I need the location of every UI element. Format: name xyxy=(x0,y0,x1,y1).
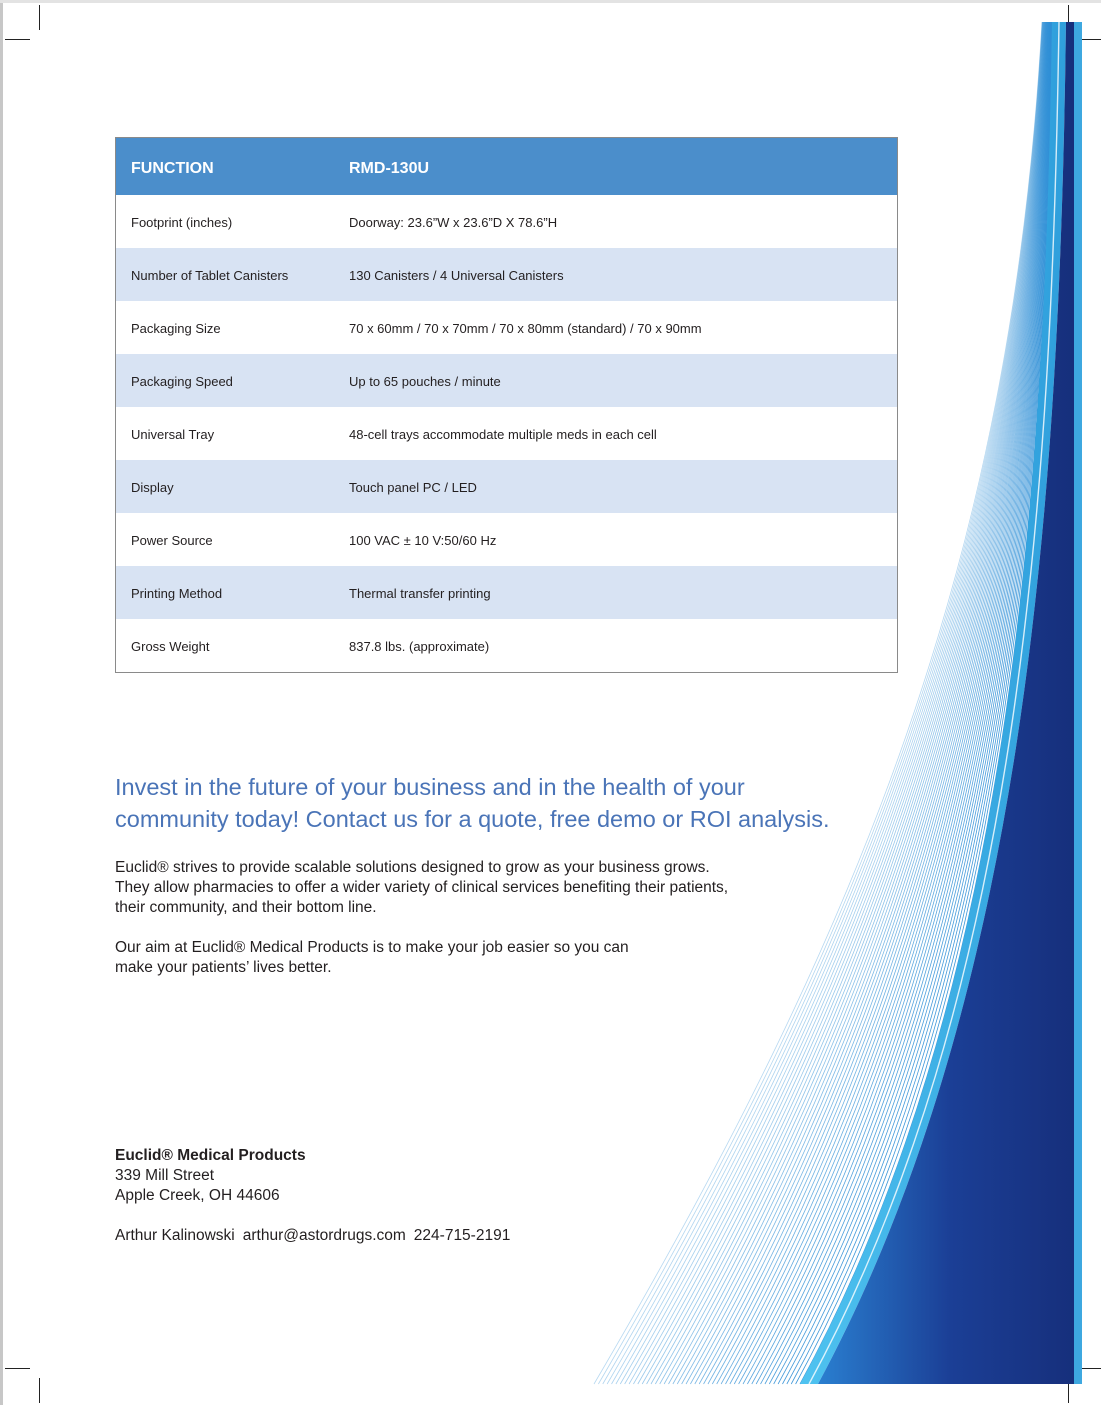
row-value: 100 VAC ± 10 V:50/60 Hz xyxy=(349,533,497,548)
contact-phone[interactable]: 224-715-2191 xyxy=(413,1227,511,1244)
row-value: 130 Canisters / 4 Universal Canisters xyxy=(349,268,564,283)
table-row xyxy=(116,619,897,672)
row-label: Footprint (inches) xyxy=(131,215,233,230)
headline-line: community today! Contact us for a quote, free demo or ROI analysis. xyxy=(115,806,830,832)
row-label: Power Source xyxy=(131,533,213,548)
contact-block xyxy=(115,1146,510,1246)
row-value: 48-cell trays accommodate multiple meds in each cell xyxy=(349,427,657,442)
spec-table xyxy=(115,137,898,673)
table-row xyxy=(116,301,897,354)
contact-name: Arthur Kalinowski xyxy=(115,1227,235,1244)
paragraph-line: make your patients’ lives better. xyxy=(115,959,332,976)
paragraph-line: Euclid® strives to provide scalable solutions designed to grow as your business grows. xyxy=(115,859,710,876)
row-label: Gross Weight xyxy=(131,639,210,654)
table-row xyxy=(116,248,897,301)
city-state-zip: Apple Creek, OH 44606 xyxy=(115,1187,280,1204)
company-name: Euclid® Medical Products xyxy=(115,1147,306,1164)
call-to-action-headline xyxy=(115,771,875,835)
row-label: Printing Method xyxy=(131,586,223,601)
row-label: Packaging Speed xyxy=(131,374,233,389)
table-row xyxy=(116,513,897,566)
row-value: Touch panel PC / LED xyxy=(349,480,477,495)
table-row xyxy=(116,460,897,513)
contact-email[interactable]: arthur@astordrugs.com xyxy=(242,1227,406,1244)
row-label: Packaging Size xyxy=(131,321,221,336)
street-address: 339 Mill Street xyxy=(115,1167,215,1184)
table-row xyxy=(116,195,897,248)
row-value: 837.8 lbs. (approximate) xyxy=(349,639,490,654)
row-value: 70 x 60mm / 70 x 70mm / 70 x 80mm (standard) / 70 x 90mm xyxy=(349,321,702,336)
row-label: Universal Tray xyxy=(131,427,215,442)
row-value: Up to 65 pouches / minute xyxy=(349,374,501,389)
aim-paragraph xyxy=(115,938,715,978)
paragraph-line: Our aim at Euclid® Medical Products is to make your job easier so you can xyxy=(115,939,629,956)
table-row xyxy=(116,354,897,407)
paragraph-line: They allow pharmacies to offer a wider variety of clinical services benefiting their patients, xyxy=(115,879,729,896)
table-row xyxy=(116,407,897,460)
spec-table-header xyxy=(116,138,897,195)
header-function: FUNCTION xyxy=(131,160,214,177)
intro-paragraph xyxy=(115,858,815,918)
row-label: Display xyxy=(131,480,174,495)
swoosh-right-stripe xyxy=(1074,22,1082,1384)
contact-person-line xyxy=(115,1226,510,1246)
row-value: Thermal transfer printing xyxy=(349,586,491,601)
paragraph-line: their community, and their bottom line. xyxy=(115,899,377,916)
table-row xyxy=(116,566,897,619)
row-value: Doorway: 23.6”W x 23.6”D X 78.6”H xyxy=(349,215,558,230)
header-model: RMD-130U xyxy=(349,160,430,177)
headline-line: Invest in the future of your business and in the health of your xyxy=(115,774,745,800)
row-label: Number of Tablet Canisters xyxy=(131,268,289,283)
